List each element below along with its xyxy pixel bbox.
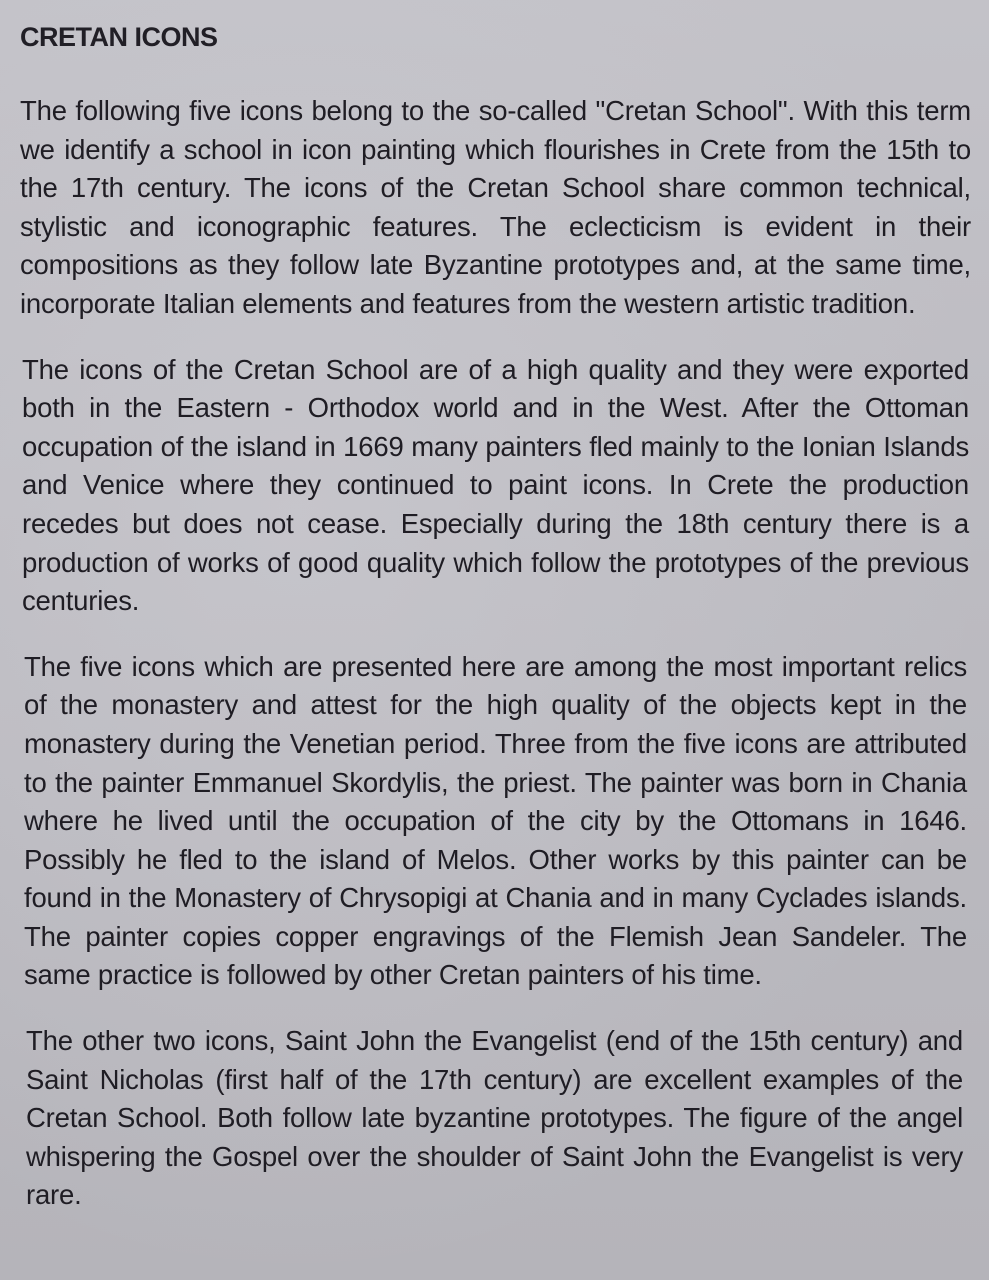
paragraph-export-and-ottoman-occupation: The icons of the Cretan School are of a high quality and they were exported both in the Eastern - Orthodox world and in the West. After the Ottoman occupation of the island in 1669 many painters fled mainly to the Ionian Islands and Venice where they continued to paint icons. In Crete the production recedes but does not cease. Especially during the 18th century there is a production of works of good quality which follow the prototypes of the previous centuries. — [22, 353, 969, 617]
paragraph-skordylis-icons: The five icons which are presented here are among the most important relics of the monastery and attest for the high quality of the objects kept in the monastery during the Venetian period. Three from the five icons are attributed to the painter Emmanuel Skordylis, the priest. The painter was born in Chania where he lived until the occupation of the city by the Ottomans in 1646. Possibly he fled to the island of Melos. Other works by this painter can be found in the Monastery of Chrysopigi at Chania and in many Cyclades islands. The painter copies copper engravings of the Flemish Jean Sandeler. The same practice is followed by other Cretan painters of his time. — [24, 650, 967, 991]
panel-title: CRETAN ICONS — [20, 22, 218, 52]
paragraph-other-two-icons: The other two icons, Saint John the Evangelist (end of the 15th century) and Saint Nicholas (first half of the 17th century) are excellent examples of the Cretan School. Both follow late byzantine prototypes. The figure of the angel whispering the Gospel over the shoulder of Saint John the Evangelist is very rare. — [26, 1025, 963, 1211]
paragraph-cretan-school-intro: The following five icons belong to the so-called "Cretan School". With this term we identify a school in icon painting which flourishes in Crete from the 15th to the 17th century. The icons of the Cretan School share common technical, stylistic and iconographic features. The eclecticism is evident in their compositions as they follow late Byzantine prototypes and, at the same time, incorporate Italian elements and features from the western artistic tradition. — [20, 95, 971, 319]
